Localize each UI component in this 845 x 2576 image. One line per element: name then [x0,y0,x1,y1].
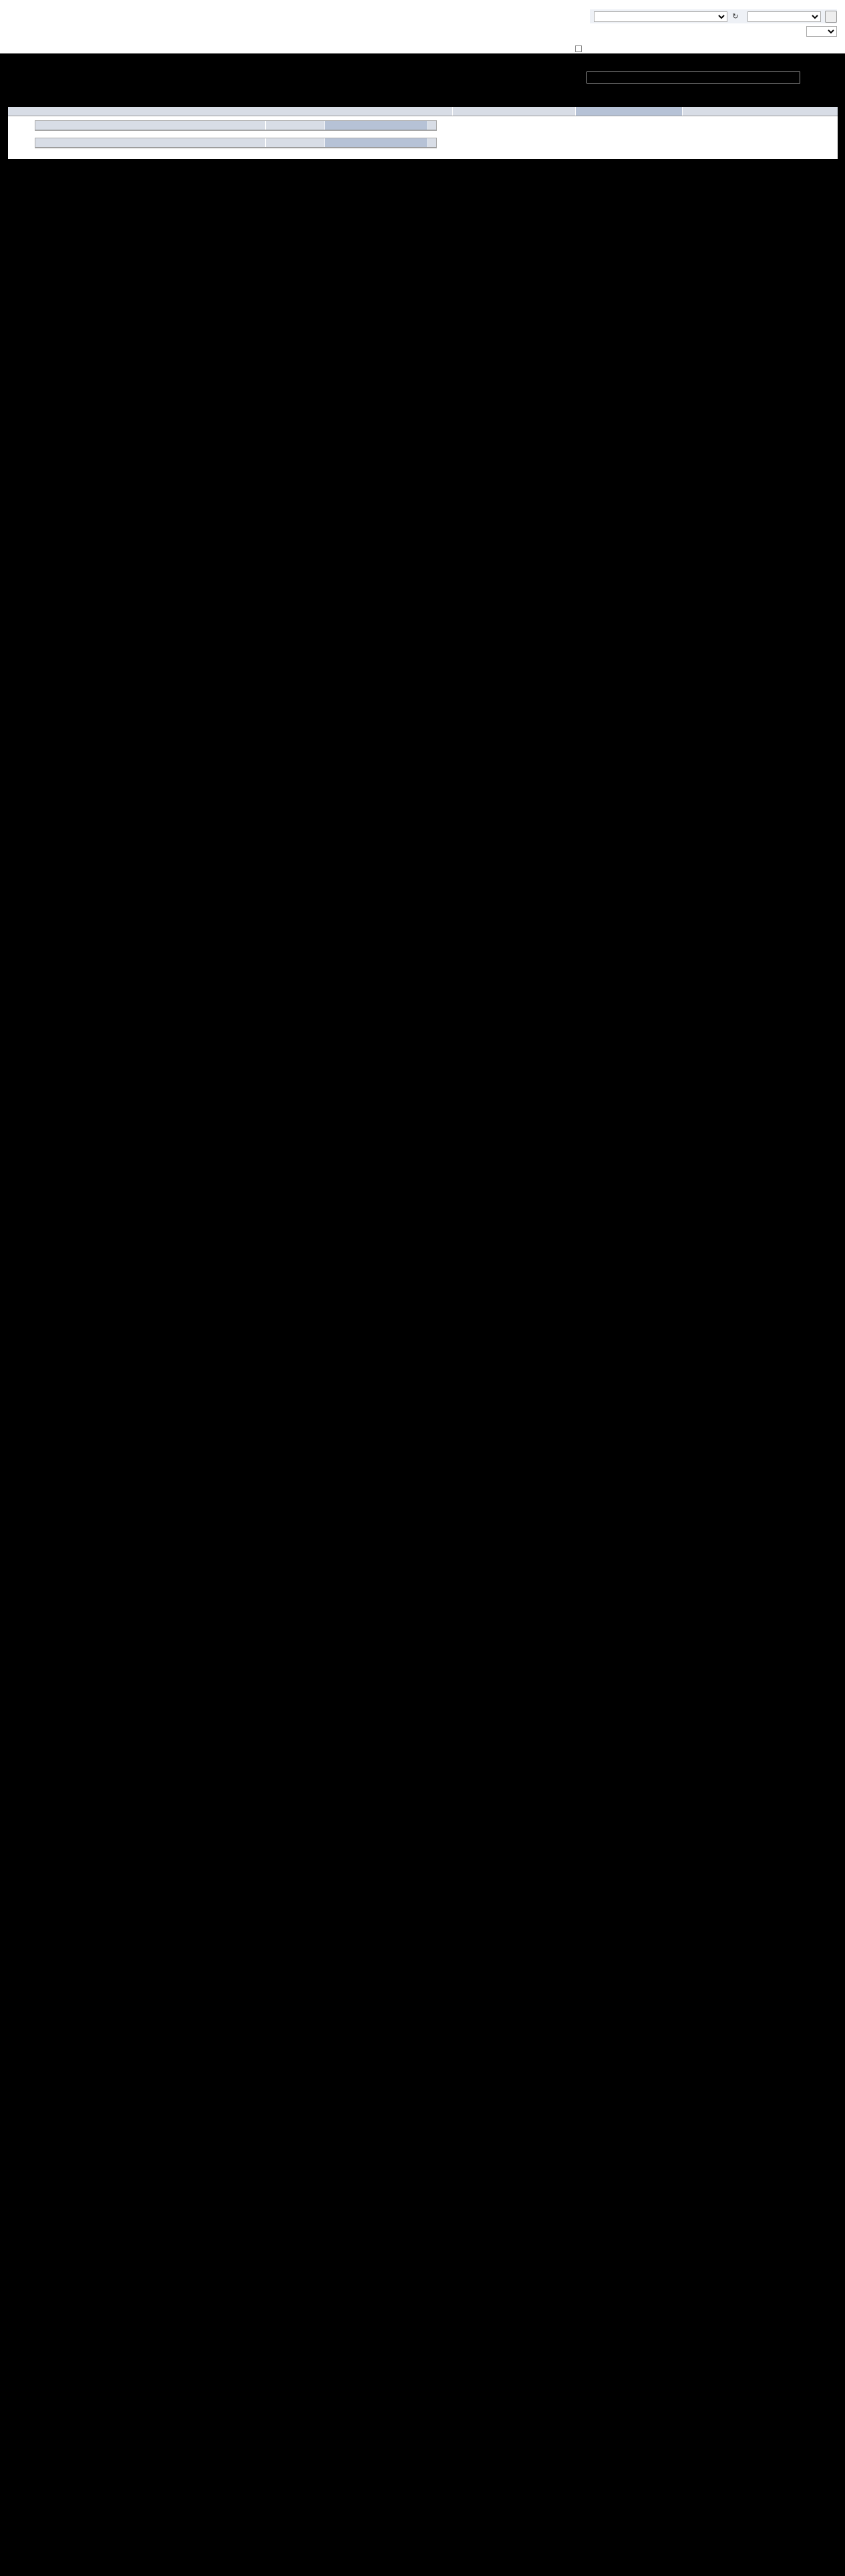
controls [590,9,837,39]
calls-header [35,121,436,130]
calls-header-name[interactable] [35,121,266,130]
called-from-table [35,138,437,148]
refresh-icon[interactable]: ↻ [732,12,739,21]
show-select[interactable] [806,26,837,37]
called-from-header-count[interactable] [266,138,325,147]
calls-table [35,120,437,131]
expanded-detail [8,116,838,159]
calls-header-count[interactable] [266,121,325,130]
header-total-inclusive-cost[interactable] [683,107,838,116]
update-button[interactable] [825,11,837,23]
calls-header-cost[interactable] [325,121,428,130]
cost-format-select[interactable] [747,11,821,22]
called-from-header [35,138,436,148]
file-select[interactable] [594,11,727,22]
header-function[interactable] [8,107,453,116]
hide-php-toggle[interactable] [575,45,584,52]
called-from-header-name[interactable] [35,138,266,147]
hide-php-checkbox[interactable] [575,45,582,52]
header-total-self-cost[interactable] [576,107,683,116]
function-table [8,107,838,159]
header-invocation-count[interactable] [453,107,576,116]
called-from-header-cost[interactable] [325,138,428,147]
overview-bar [586,71,800,84]
table-header [8,107,838,116]
header [0,0,845,53]
